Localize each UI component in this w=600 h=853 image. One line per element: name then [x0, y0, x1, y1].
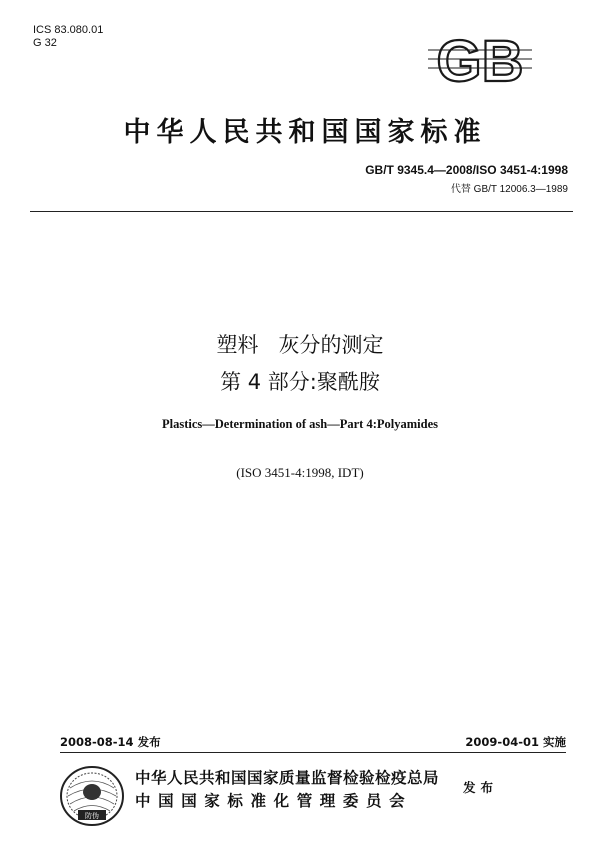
implementation-date: 2009-04-01 实施	[465, 735, 566, 749]
footer-divider	[60, 752, 566, 753]
document-title-cn-line1: 塑料 灰分的测定	[216, 333, 384, 357]
issuer-sac: 中国国家标准化管理委员会	[135, 792, 413, 810]
publish-label: 发布	[463, 780, 499, 795]
classification-codes	[33, 24, 103, 50]
gb-logo	[424, 32, 536, 88]
seal-text: 防伪	[85, 812, 99, 820]
document-title-en: Plastics—Determination of ash—Part 4:Polyamides	[161, 417, 438, 431]
ccs-code: G 32	[33, 37, 57, 49]
issue-date: 2008-08-14 发布	[60, 735, 161, 749]
iso-reference: (ISO 3451-4:1998, IDT)	[236, 465, 364, 480]
standard-title: 中华人民共和国国家标准	[123, 117, 487, 148]
issuer-aqsiq: 中华人民共和国国家质量监督检验检疫总局	[135, 769, 440, 787]
ics-code: ICS 83.080.01	[33, 24, 104, 36]
document-title-cn-line2: 第 4 部分:聚酰胺	[220, 370, 380, 394]
header-divider	[30, 211, 573, 212]
gb-logo-text: GB	[436, 32, 524, 88]
anti-counterfeit-seal	[58, 764, 126, 828]
replaces-standard: 代替 GB/T 12006.3—1989	[450, 184, 568, 195]
standard-number: GB/T 9345.4—2008/ISO 3451-4:1998	[365, 163, 568, 177]
